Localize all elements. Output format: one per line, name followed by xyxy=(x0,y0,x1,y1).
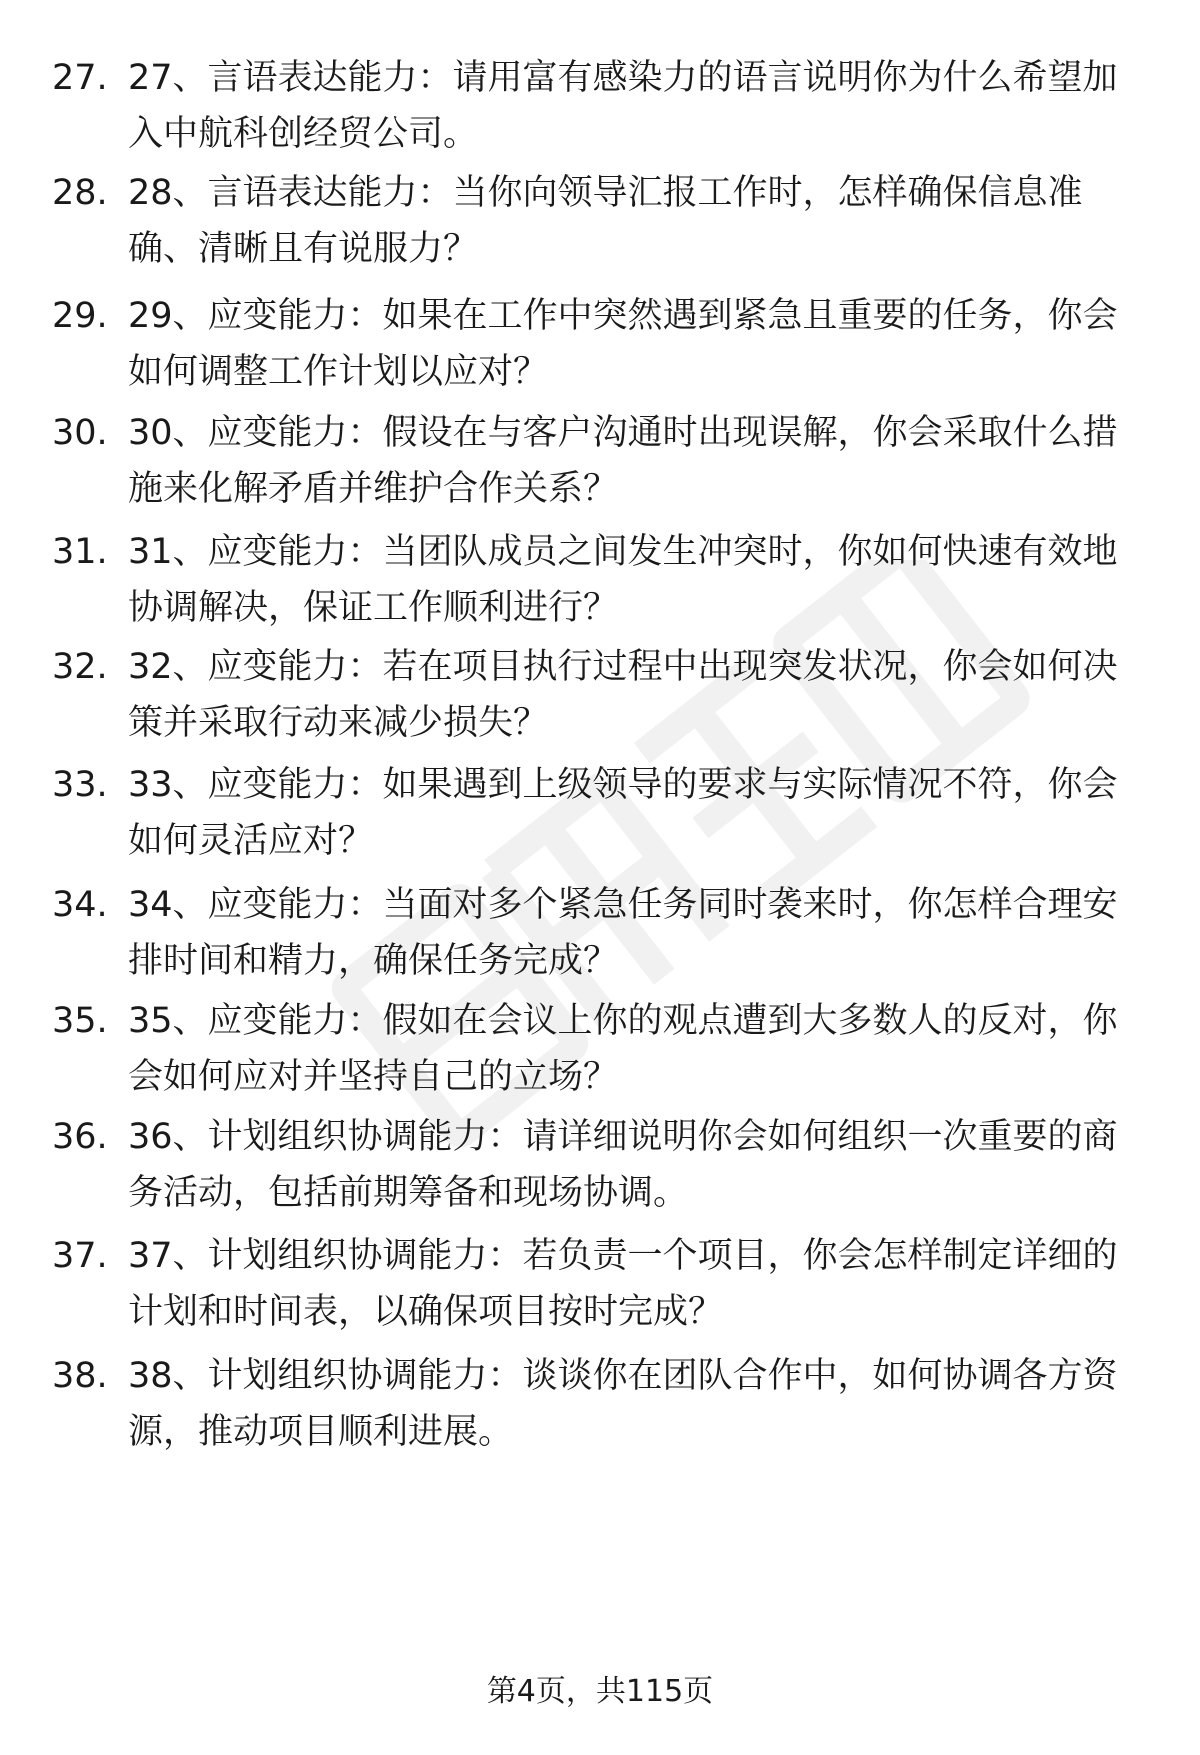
page-number-footer: 第4页，共115页 xyxy=(486,1674,714,1709)
question-text: 33、应变能力：如果遇到上级领导的要求与实际情况不符，你会 如何灵活应对？ xyxy=(128,765,1118,861)
question-number: 28. xyxy=(52,173,108,213)
question-text: 34、应变能力：当面对多个紧急任务同时袭来时，你怎样合理安 排时间和精力，确保任务完成？ xyxy=(128,885,1118,981)
question-text: 37、计划组织协调能力：若负责一个项目，你会怎样制定详细的 计划和时间表，以确保项目按时完成？ xyxy=(128,1236,1118,1332)
question-text: 28、言语表达能力：当你向领导汇报工作时，怎样确保信息准 确、清晰且有说服力？ xyxy=(128,173,1083,269)
question-number: 37. xyxy=(52,1236,108,1276)
question-text: 31、应变能力：当团队成员之间发生冲突时，你如何快速有效地 协调解决，保证工作顺利进行？ xyxy=(128,532,1118,628)
question-number: 34. xyxy=(52,885,108,925)
question-number: 32. xyxy=(52,647,108,687)
question-number: 27. xyxy=(52,58,108,98)
question-text: 38、计划组织协调能力：谈谈你在团队合作中，如何协调各方资 源，推动项目顺利进展。 xyxy=(128,1356,1118,1452)
question-number: 35. xyxy=(52,1001,108,1041)
question-text: 32、应变能力：若在项目执行过程中出现突发状况，你会如何决 策并采取行动来减少损失？ xyxy=(128,647,1118,743)
question-text: 27、言语表达能力：请用富有感染力的语言说明你为什么希望加 入中航科创经贸公司。 xyxy=(128,58,1118,154)
question-text: 35、应变能力：假如在会议上你的观点遭到大多数人的反对，你 会如何应对并坚持自己的立场？ xyxy=(128,1001,1118,1097)
question-number: 33. xyxy=(52,765,108,805)
question-number: 38. xyxy=(52,1356,108,1396)
question-number: 30. xyxy=(52,413,108,453)
question-number: 31. xyxy=(52,532,108,572)
question-number: 29. xyxy=(52,296,108,336)
question-text: 36、计划组织协调能力：请详细说明你会如何组织一次重要的商 务活动，包括前期筹备和现场协调。 xyxy=(128,1117,1118,1213)
question-text: 30、应变能力：假设在与客户沟通时出现误解，你会采取什么措 施来化解矛盾并维护合作关系？ xyxy=(128,413,1118,509)
question-text: 29、应变能力：如果在工作中突然遇到紧急且重要的任务，你会 如何调整工作计划以应对？ xyxy=(128,296,1118,392)
question-number: 36. xyxy=(52,1117,108,1157)
